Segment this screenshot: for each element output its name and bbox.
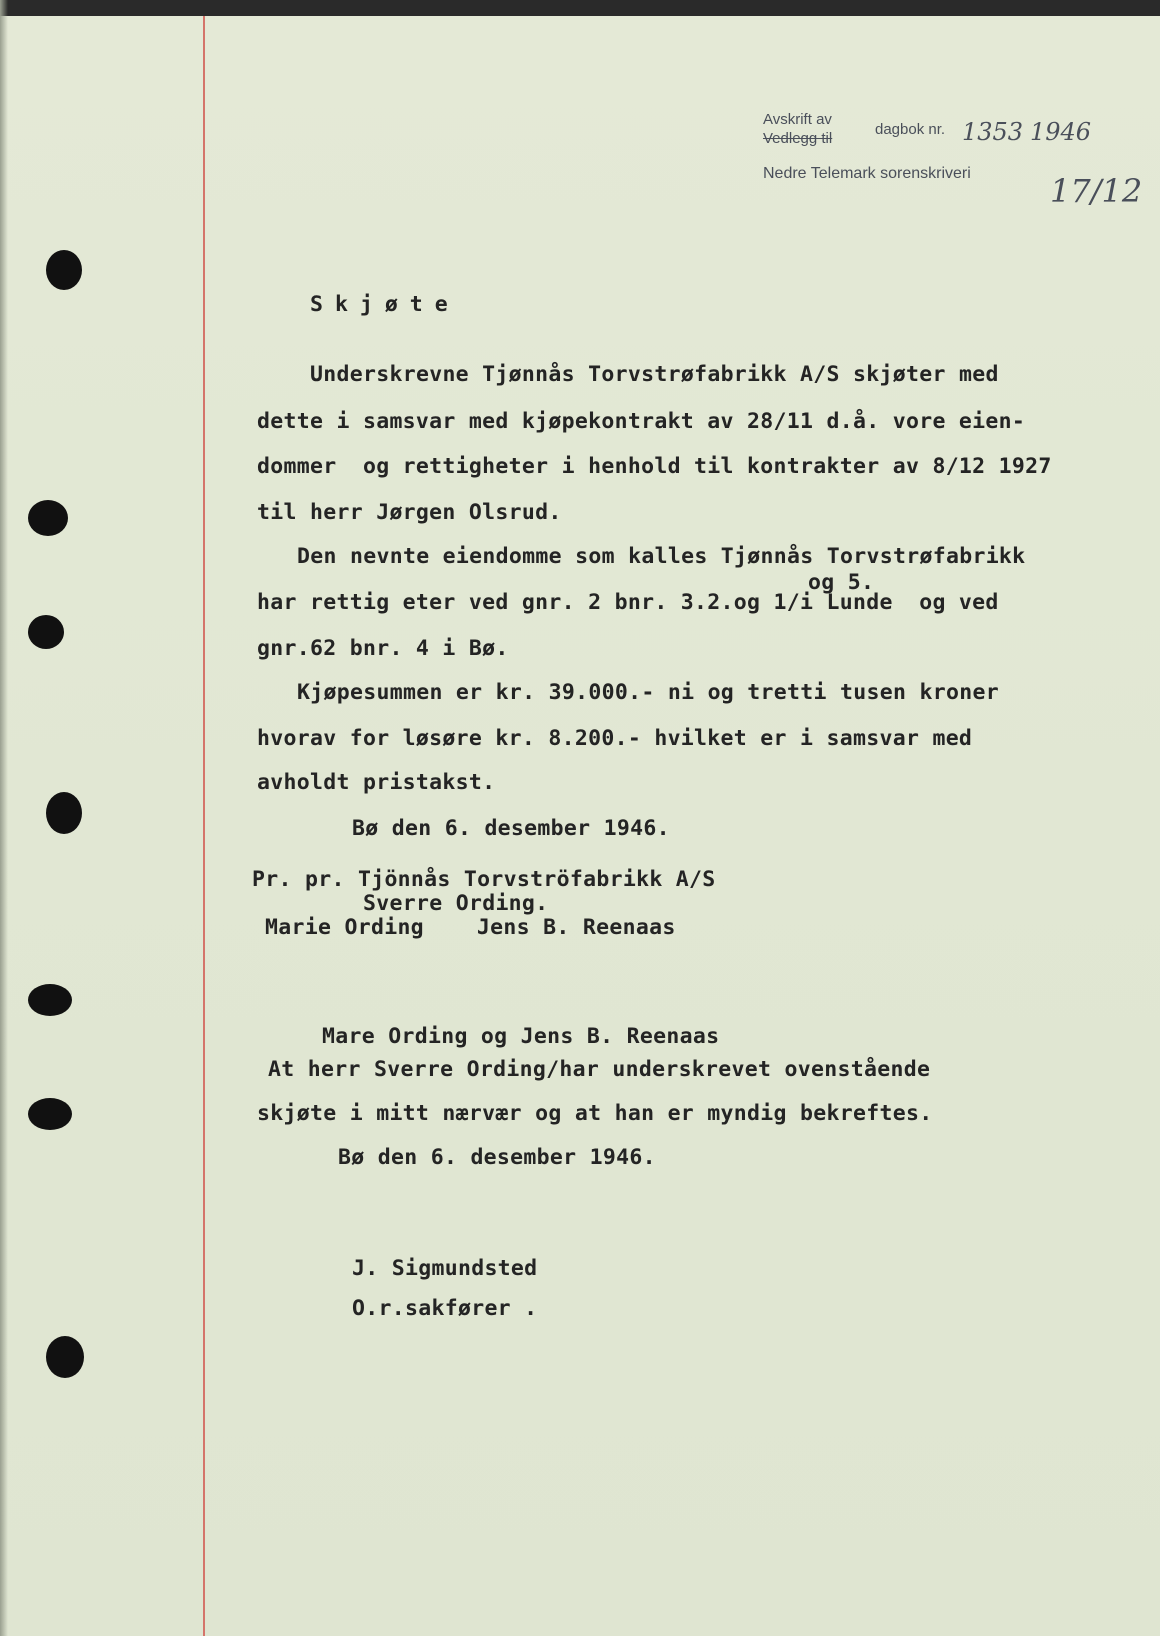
handwritten-date: 17/12: [1050, 172, 1143, 210]
margin-line: [203, 16, 205, 1636]
witness-text: skjøte i mitt nærvær og at han er myndig bekreftes.: [257, 1101, 933, 1126]
document-title: Skjøte: [310, 292, 460, 317]
witness-names: Mare Ording og Jens B. Reenaas: [322, 1024, 720, 1049]
body-line: avholdt pristakst.: [257, 770, 496, 795]
place-date: Bø den 6. desember 1946.: [352, 816, 670, 841]
body-line: hvorav for løsøre kr. 8.200.- hvilket er i samsvar med: [257, 726, 973, 751]
stamp-vedlegg: Vedlegg til: [763, 130, 833, 147]
witness-text: At herr Sverre Ording/har underskrevet ovenstående: [268, 1057, 931, 1082]
scan-top-border: [0, 0, 1160, 16]
punch-hole: [28, 500, 68, 536]
punch-hole: [28, 615, 64, 649]
punch-hole: [28, 984, 72, 1016]
scan-left-shadow: [0, 0, 8, 1636]
handwritten-year: 1946: [1030, 118, 1092, 146]
body-line: Den nevnte eiendomme som kalles Tjønnås Torvstrøfabrikk: [297, 544, 1026, 569]
handwritten-dagbok-number: 1353: [962, 118, 1024, 146]
body-line: Kjøpesummen er kr. 39.000.- ni og tretti tusen kroner: [297, 680, 999, 705]
place-date: Bø den 6. desember 1946.: [338, 1145, 656, 1170]
body-line: gnr.62 bnr. 4 i Bø.: [257, 636, 509, 661]
punch-hole: [46, 250, 82, 290]
body-line: til herr Jørgen Olsrud.: [257, 500, 562, 525]
stamp-avskrift: Avskrift av: [763, 111, 832, 128]
body-insertion: og 5.: [808, 570, 875, 595]
signature-line: Marie Ording Jens B. Reenaas: [265, 915, 676, 940]
certifier-title: O.r.sakfører .: [352, 1296, 538, 1321]
body-line: dommer og rettigheter i henhold til kontrakter av 8/12 1927: [257, 454, 1052, 479]
stamp-dagbok-label: dagbok nr.: [875, 121, 946, 138]
signature-line: Sverre Ording.: [363, 891, 549, 916]
stamp-court-name: Nedre Telemark sorenskriveri: [763, 165, 971, 182]
punch-hole: [46, 1336, 84, 1378]
punch-hole: [28, 1098, 72, 1130]
certifier-name: J. Sigmundsted: [352, 1256, 538, 1281]
body-line: dette i samsvar med kjøpekontrakt av 28/11 d.å. vore eien-: [257, 409, 1026, 434]
body-line: Underskrevne Tjønnås Torvstrøfabrikk A/S skjøter med: [310, 362, 999, 387]
punch-hole: [46, 792, 82, 834]
signature-line: Pr. pr. Tjönnås Torvströfabrikk A/S: [252, 867, 716, 892]
body-line: har rettig eter ved gnr. 2 bnr. 3.2.og 1/i Lunde og ved: [257, 590, 999, 615]
